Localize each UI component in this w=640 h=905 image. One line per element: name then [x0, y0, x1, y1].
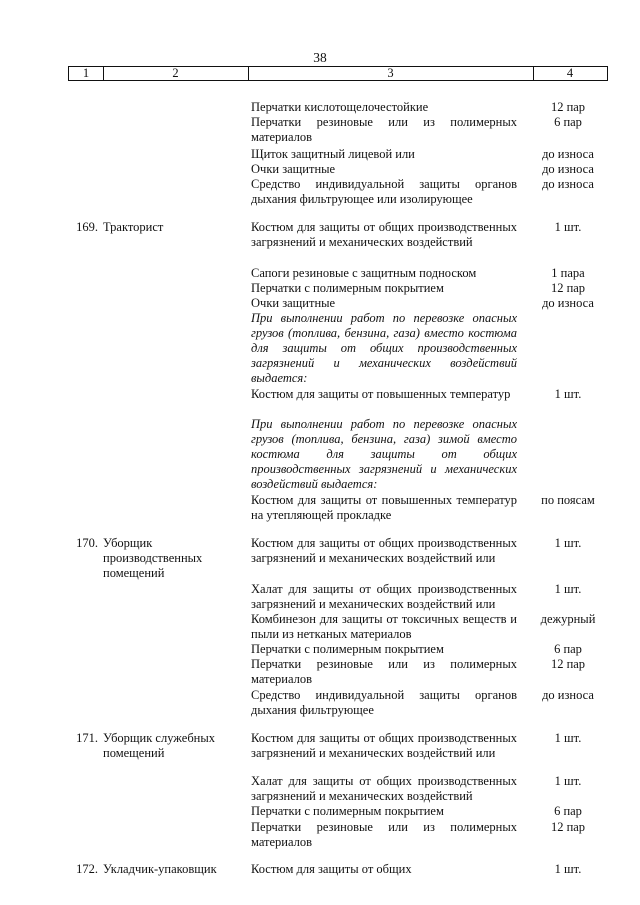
ppe-description: Костюм для защиты от повышенных температур на утепляющей прокладке — [251, 493, 517, 522]
issue-norm: 1 шт. — [554, 536, 582, 550]
ppe-item — [251, 296, 517, 311]
ppe-item — [251, 774, 517, 804]
item-number: 172. — [76, 862, 98, 876]
ppe-description: Щиток защитный лицевой или — [251, 147, 415, 161]
ppe-item — [251, 731, 517, 761]
profession-line: производственных — [103, 551, 203, 565]
ppe-item — [251, 536, 517, 566]
issue-norm: 12 пар — [550, 820, 586, 834]
ppe-item — [251, 266, 517, 281]
issue-norm: 6 пар — [554, 115, 582, 129]
issue-norm: 1 шт. — [554, 774, 582, 788]
profession-line: Укладчик-упаковщик — [103, 862, 217, 876]
ppe-item — [251, 147, 517, 162]
item-number: 169. — [76, 220, 98, 234]
issue-norm: 1 шт. — [554, 387, 582, 401]
ppe-item — [251, 804, 517, 819]
ppe-item — [251, 387, 517, 402]
ppe-description: Костюм для защиты от общих производственных загрязнений и механических воздействий или — [251, 536, 517, 565]
ppe-description: При выполнении работ по перевозке опасных грузов (топлива, бензина, газа) зимой вместо костюма для защиты от общих производственных загрязнений и механических воздействий выдается: — [251, 417, 517, 491]
ppe-description: Костюм для защиты от общих производственных загрязнений и механических воздействий — [251, 220, 517, 249]
issue-norm: 1 шт. — [554, 582, 582, 596]
issue-norm: 1 шт. — [554, 731, 582, 745]
ppe-description: Очки защитные — [251, 296, 336, 310]
ppe-description: Костюм для защиты от общих — [251, 862, 412, 876]
issue-norm: по поясам — [541, 493, 595, 507]
issue-norm: 1 шт. — [554, 220, 582, 234]
ppe-description: Костюм для защиты от повышенных температур — [251, 387, 511, 401]
profession-line: Уборщик служебных — [103, 731, 216, 745]
ppe-description: Перчатки резиновые или из полимерных материалов — [251, 820, 517, 849]
header-col-3: 3 — [387, 66, 394, 80]
profession-line: Тракторист — [103, 220, 164, 234]
ppe-description: Сапоги резиновые с защитным подноском — [251, 266, 477, 280]
ppe-item — [251, 688, 517, 718]
profession-line: помещений — [103, 566, 165, 580]
ppe-item — [251, 657, 517, 687]
table-header — [68, 66, 608, 81]
ppe-description: Перчатки резиновые или из полимерных материалов — [251, 657, 517, 686]
ppe-description: Костюм для защиты от общих производственных загрязнений и механических воздействий или — [251, 731, 517, 760]
profession-name — [103, 220, 243, 235]
ppe-item — [251, 493, 517, 523]
ppe-item — [251, 281, 517, 296]
ppe-description: Средство индивидуальной защиты органов дыхания фильтрующее или изолирующее — [251, 177, 517, 206]
profession-name — [103, 862, 243, 877]
page-number: 38 — [313, 50, 327, 65]
ppe-item — [251, 862, 517, 877]
profession-line: помещений — [103, 746, 165, 760]
profession-line: Уборщик — [103, 536, 153, 550]
issue-norm: 12 пар — [550, 657, 586, 671]
ppe-item — [251, 100, 517, 115]
ppe-item — [251, 642, 517, 657]
ppe-item — [251, 220, 517, 250]
header-col-4: 4 — [566, 66, 574, 80]
header-col-1: 1 — [82, 66, 90, 80]
issue-norm: до износа — [542, 147, 594, 161]
ppe-description: Перчатки с полимерным покрытием — [251, 281, 444, 295]
ppe-item — [251, 612, 517, 642]
issue-norm: до износа — [542, 688, 594, 702]
ppe-item — [251, 177, 517, 207]
issue-norm: 1 пара — [551, 266, 585, 280]
ppe-item — [251, 115, 517, 145]
ppe-description: Халат для защиты от общих производственных загрязнений и механических воздействий или — [251, 582, 517, 611]
ppe-description: Халат для защиты от общих производственных загрязнений и механических воздействий — [251, 774, 517, 803]
issue-norm: 1 шт. — [554, 862, 582, 876]
issue-norm: 6 пар — [554, 642, 582, 656]
ppe-item — [251, 417, 517, 492]
ppe-description: Перчатки резиновые или из полимерных материалов — [251, 115, 517, 144]
ppe-description: Очки защитные — [251, 162, 336, 176]
ppe-description: Перчатки с полимерным покрытием — [251, 642, 444, 656]
issue-norm: 12 пар — [550, 100, 586, 114]
issue-norm: до износа — [542, 162, 594, 176]
ppe-description: Средство индивидуальной защиты органов дыхания фильтрующее — [251, 688, 517, 717]
issue-norm: 6 пар — [554, 804, 582, 818]
ppe-item — [251, 311, 517, 386]
issue-norm: дежурный — [540, 612, 596, 626]
ppe-description: При выполнении работ по перевозке опасных грузов (топлива, бензина, газа) вместо костюма для защиты от общих производственных загрязнений и механических воздействий выдается: — [251, 311, 517, 385]
item-number: 170. — [76, 536, 98, 550]
issue-norm: 12 пар — [550, 281, 586, 295]
header-col-2: 2 — [172, 66, 179, 80]
issue-norm: до износа — [542, 296, 594, 310]
ppe-item — [251, 820, 517, 850]
item-number: 171. — [76, 731, 98, 745]
ppe-description: Перчатки кислотощелочестойкие — [251, 100, 429, 114]
profession-name — [103, 536, 243, 581]
profession-name — [103, 731, 243, 761]
issue-norm: до износа — [542, 177, 594, 191]
ppe-item — [251, 162, 517, 177]
ppe-description: Перчатки с полимерным покрытием — [251, 804, 444, 818]
ppe-description: Комбинезон для защиты от токсичных веществ и пыли из нетканых материалов — [251, 612, 517, 641]
ppe-item — [251, 582, 517, 612]
